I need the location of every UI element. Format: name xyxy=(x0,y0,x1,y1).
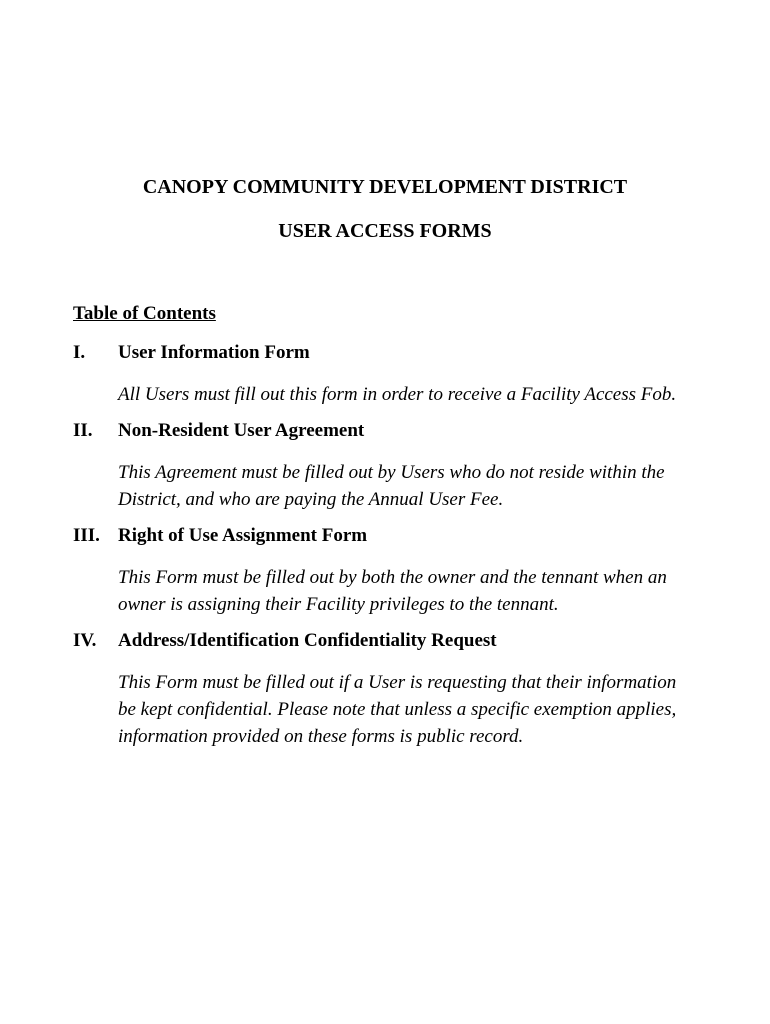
toc-item xyxy=(73,419,693,513)
toc-item-numeral: I. xyxy=(73,342,86,363)
toc-heading: Table of Contents xyxy=(73,303,216,324)
toc-item-label: Address/Identification Confidentiality Request xyxy=(118,630,497,651)
toc-item-numeral: II. xyxy=(73,420,93,441)
toc-list xyxy=(73,341,693,761)
toc-item-heading xyxy=(73,629,693,653)
toc-item-description: This Form must be filled out if a User is requesting that their information be kept confidential. Please note that unless a specific exemption applies, information provided on these forms is public record. xyxy=(118,672,677,747)
toc-item-numeral: III. xyxy=(73,525,100,546)
toc-item-description: This Agreement must be filled out by Users who do not reside within the District, and who are paying the Annual User Fee. xyxy=(118,462,665,510)
toc-item-heading xyxy=(73,524,693,548)
toc-item-description: All Users must fill out this form in order to receive a Facility Access Fob. xyxy=(118,384,677,405)
toc-item-label: Right of Use Assignment Form xyxy=(118,525,368,546)
toc-item-label: Non-Resident User Agreement xyxy=(118,420,365,441)
toc-item xyxy=(73,629,693,750)
document-title: CANOPY COMMUNITY DEVELOPMENT DISTRICT xyxy=(142,176,628,198)
toc-item xyxy=(73,524,693,618)
toc-item-description: This Form must be filled out by both the owner and the tennant when an owner is assigning their Facility privileges to the tennant. xyxy=(118,567,667,615)
toc-item-heading xyxy=(73,419,693,443)
toc-item xyxy=(73,341,693,408)
document-subtitle: USER ACCESS FORMS xyxy=(278,220,492,242)
toc-item-heading xyxy=(73,341,693,365)
toc-item-numeral: IV. xyxy=(73,630,97,651)
toc-item-label: User Information Form xyxy=(118,342,310,363)
